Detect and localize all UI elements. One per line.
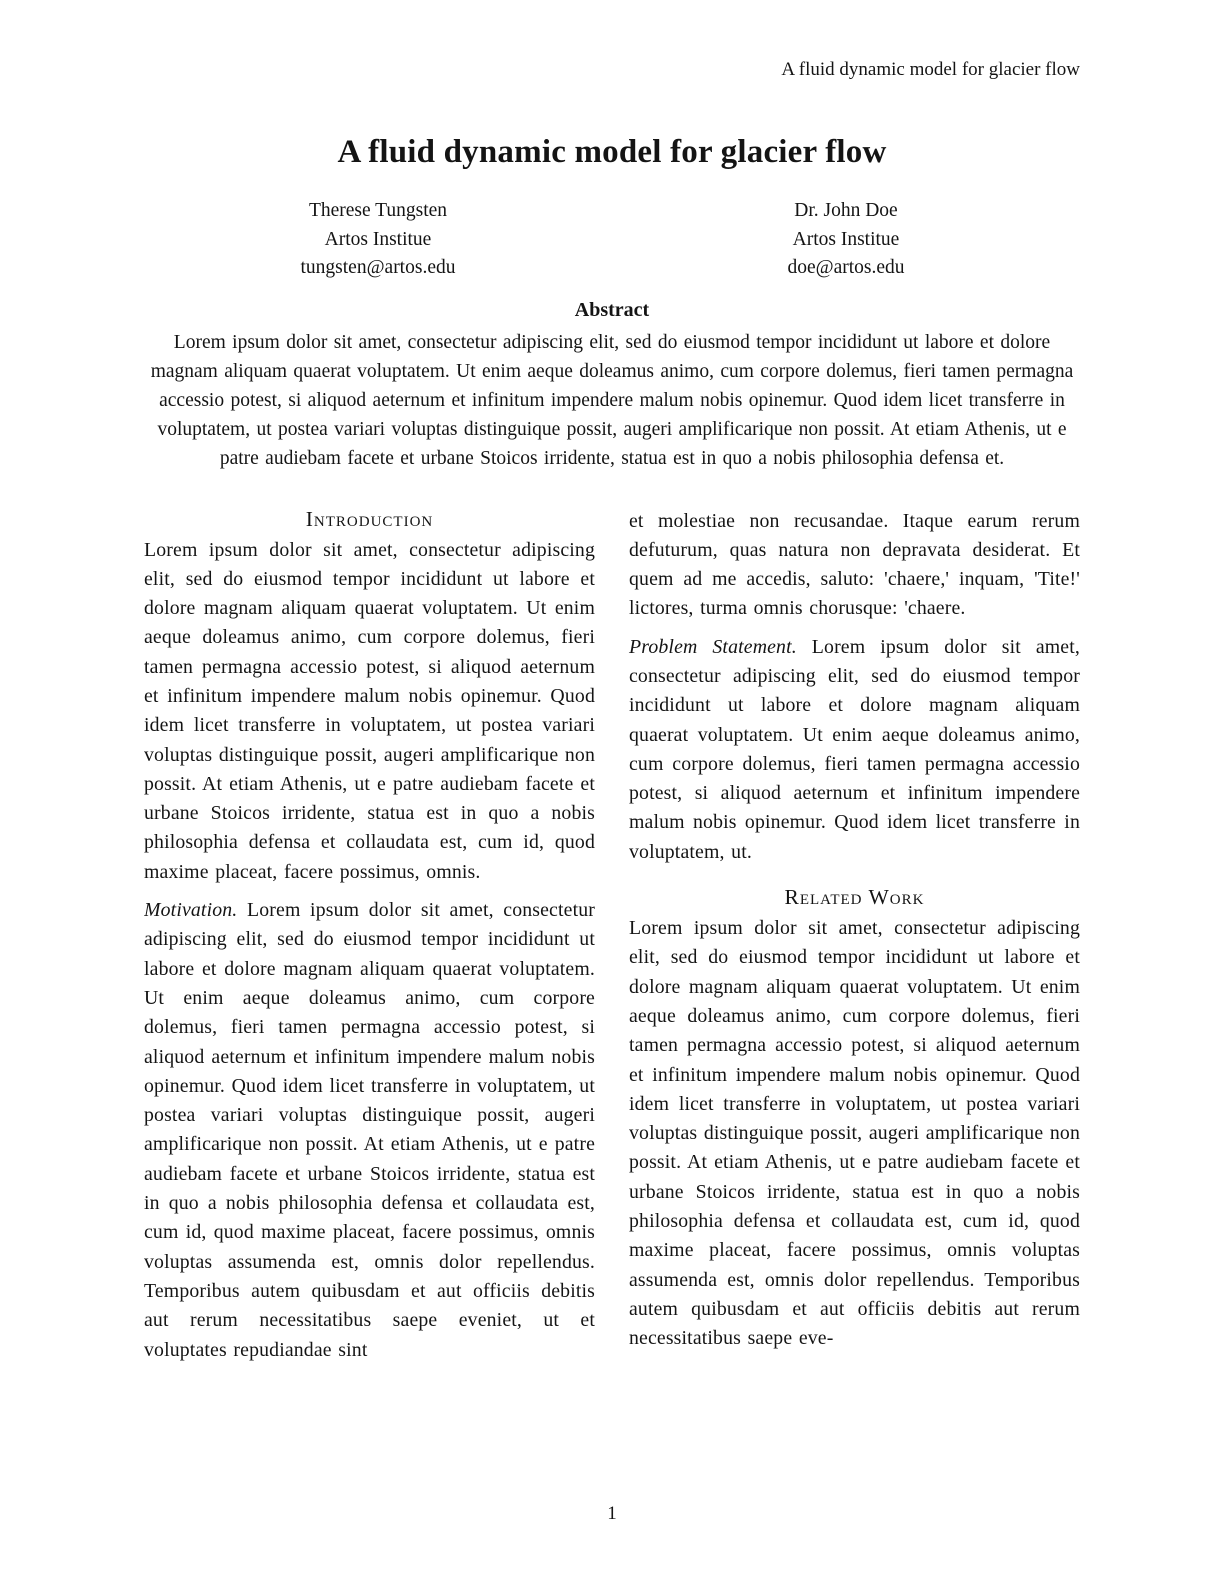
related-work-paragraph: Lorem ipsum dolor sit amet, consectetur adipiscing elit, sed do eiusmod tempor incididunt ut labore et dolore magnam aliquam quaerat voluptatem. Ut enim aeque doleamus animo, cum corpore dolemus, fieri tamen permagna accessio potest, si aliquod aeternum et infinitum impendere malum nobis opinemur. Quod idem licet transferre in voluptatem, ut postea variari voluptas distinguique possit, augeri amplificarique non possit. At etiam Athenis, ut e patre audiebam facete et urbane Stoicos irridente, statua est in quo a nobis philosophia defensa et collaudata est, cum id, quod maxime placeat, facere possimus, omnis voluptas assumenda est, omnis dolor repellendus. Temporibus autem quibusdam et aut officiis debitis aut rerum necessitatibus saepe eve-: [629, 917, 1080, 1350]
author-2-name: Dr. John Doe: [794, 200, 898, 221]
author-1: [144, 197, 612, 283]
motivation-text: Lorem ipsum dolor sit amet, consectetur adipiscing elit, sed do eiusmod tempor incididunt ut labore et dolore magnam aliquam quaerat voluptatem. Ut enim aeque doleamus animo, cum corpore dolemus, fieri tamen permagna accessio potest, si aliquod aeternum et infinitum impendere malum nobis opinemur. Quod idem licet transferre in voluptatem, ut postea variari voluptas distinguique possit, augeri amplificarique non possit. At etiam Athenis, ut e patre audiebam facete et urbane Stoicos irridente, statua est in quo a nobis philosophia defensa et collaudata est, cum id, quod maxime placeat, facere possimus, omnis voluptas assumenda est, omnis dolor repellendus. Temporibus autem quibusdam et aut officiis debitis aut rerum necessitatibus saepe eveniet, ut et voluptates repudiandae sint: [144, 899, 595, 1361]
author-2: [612, 197, 1080, 283]
right-column: [629, 507, 1080, 1391]
problem-statement-text: Lorem ipsum dolor sit amet, consectetur adipiscing elit, sed do eiusmod tempor incididunt ut labore et dolore magnam aliquam quaerat voluptatem. Ut enim aeque doleamus animo, cum corpore dolemus, fieri tamen permagna accessio potest, si aliquod aeternum et infinitum impendere malum nobis opinemur. Quod idem licet transferre in voluptatem, ut.: [629, 635, 1080, 863]
intro-paragraph: Lorem ipsum dolor sit amet, consectetur adipiscing elit, sed do eiusmod tempor incididunt ut labore et dolore magnam aliquam quaerat voluptatem. Ut enim aeque doleamus animo, cum corpore dolemus, fieri tamen permagna accessio potest, si aliquod aeternum et infinitum impendere malum nobis opinemur. Quod idem licet transferre in voluptatem, ut postea variari voluptas distinguique possit, augeri amplificarique non possit. At etiam Athenis, ut e patre audiebam facete et urbane Stoicos irridente, statua est in quo a nobis philosophia defensa et collaudata est, cum id, quod maxime placeat, facere possimus, omnis.: [144, 538, 595, 883]
two-column-body: [144, 507, 1080, 1391]
abstract-section: [144, 299, 1080, 474]
author-1-email: tungsten@artos.edu: [300, 257, 456, 278]
running-head: A fluid dynamic model for glacier flow: [781, 59, 1080, 80]
abstract-text: Lorem ipsum dolor sit amet, consectetur adipiscing elit, sed do eiusmod tempor incididunt ut labore et dolore magnam aliquam quaerat voluptatem. Ut enim aeque doleamus animo, cum corpore dolemus, fieri tamen permagna accessio potest, si aliquod aeternum et infinitum impendere malum nobis opinemur. Quod idem licet transferre in voluptatem, ut postea variari voluptas distinguique possit, augeri amplificarique non possit. At etiam Athenis, ut e patre audiebam facete et urbane Stoicos irridente, statua est in quo a nobis philosophia defensa et.: [150, 331, 1074, 470]
motivation-runin-label: Motivation.: [144, 899, 238, 922]
section-heading-related-work: Related Work: [784, 885, 925, 910]
page-number: 1: [607, 1503, 617, 1524]
motivation-paragraph: [144, 896, 595, 1365]
author-2-affiliation: Artos Institue: [792, 228, 900, 250]
author-2-email: doe@artos.edu: [787, 257, 905, 278]
paper-title: A fluid dynamic model for glacier flow: [337, 134, 887, 170]
author-1-affiliation: Artos Institue: [324, 228, 432, 250]
continuation-paragraph: et molestiae non recusandae. Itaque earum rerum defuturum, quas natura non depravata desiderat. Et quem ad me accedis, saluto: 'chaere,' inquam, 'Tite!' lictores, turma omnis chorusque: 'chaere.: [629, 509, 1080, 620]
problem-statement-paragraph: [629, 633, 1080, 867]
author-block: [144, 197, 1080, 283]
author-1-name: Therese Tungsten: [308, 200, 448, 221]
problem-statement-runin-label: Problem Statement.: [629, 635, 797, 658]
section-heading-introduction: Introduction: [305, 506, 434, 531]
left-column: [144, 507, 595, 1391]
abstract-heading: Abstract: [574, 298, 650, 321]
